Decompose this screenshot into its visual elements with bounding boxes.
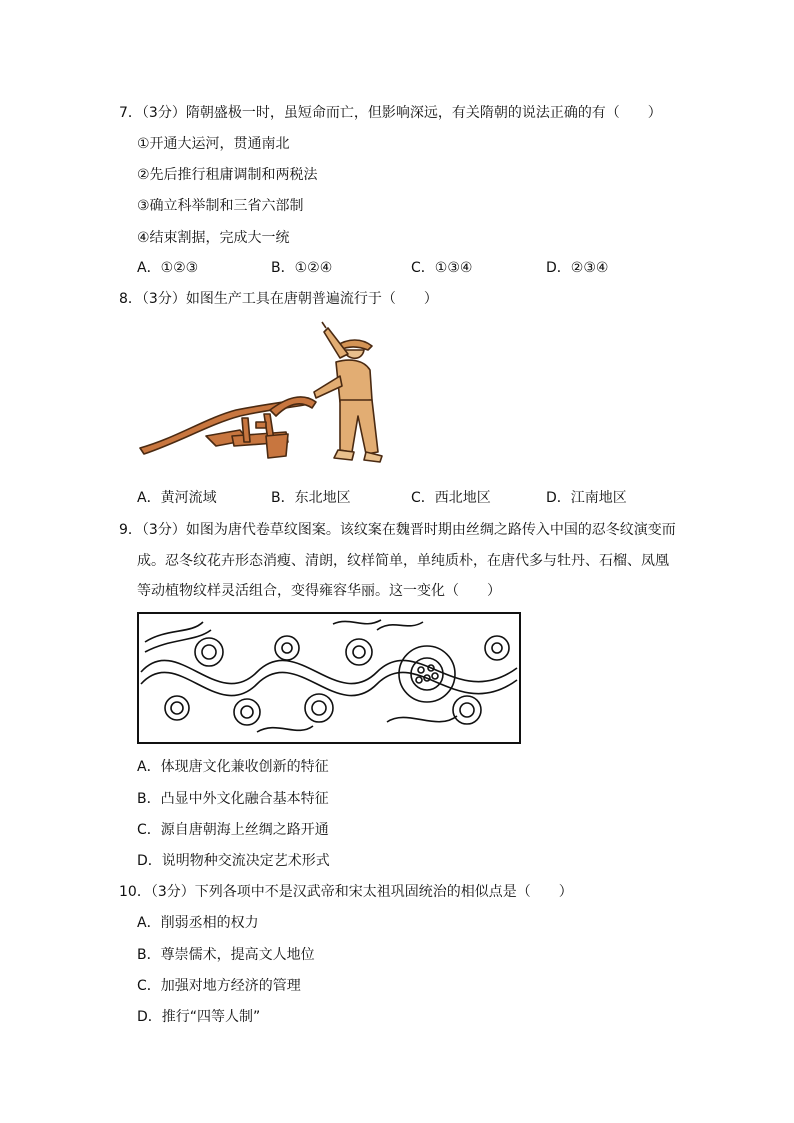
q7-item-2: ②先后推行租庸调制和两税法 <box>137 167 318 183</box>
q7-stem: 7．（3分）隋朝盛极一时，虽短命而亡，但影响深远，有关隋朝的说法正确的有（ ） <box>119 105 662 121</box>
q9-option-c[interactable]: C．源自唐朝海上丝绸之路开通 <box>137 822 329 838</box>
q7-option-d[interactable]: D．②③④ <box>546 260 609 276</box>
plough-illustration <box>136 318 396 474</box>
q10-option-c[interactable]: C．加强对地方经济的管理 <box>137 978 301 994</box>
q7-item-4: ④结束割据，完成大一统 <box>137 230 290 246</box>
q9-stem-line-2: 成。忍冬纹花卉形态消瘦、清朗，纹样简单，单纯质朴，在唐代多与牡丹、石榴、凤凰 <box>137 553 669 569</box>
q8-stem: 8．（3分）如图生产工具在唐朝普遍流行于（ ） <box>119 291 438 307</box>
q7-option-b[interactable]: B．①②④ <box>271 260 333 276</box>
q7-option-c[interactable]: C．①③④ <box>411 260 473 276</box>
q9-option-a[interactable]: A．体现唐文化兼收创新的特征 <box>137 759 329 775</box>
q9-option-d[interactable]: D．说明物种交流决定艺术形式 <box>137 853 330 869</box>
scroll-pattern-illustration <box>137 612 521 744</box>
q10-option-a[interactable]: A．削弱丞相的权力 <box>137 915 259 931</box>
q9-option-b[interactable]: B．凸显中外文化融合基本特征 <box>137 791 329 807</box>
q7-option-a[interactable]: A．①②③ <box>137 260 199 276</box>
q9-stem-line-1: 9．（3分）如图为唐代卷草纹图案。该纹案在魏晋时期由丝绸之路传入中国的忍冬纹演变而 <box>119 522 676 538</box>
q10-stem: 10．（3分）下列各项中不是汉武帝和宋太祖巩固统治的相似点是（ ） <box>119 884 573 900</box>
q8-option-d[interactable]: D．江南地区 <box>546 490 627 506</box>
q8-option-c[interactable]: C．西北地区 <box>411 490 491 506</box>
q10-option-b[interactable]: B．尊崇儒术，提高文人地位 <box>137 947 315 963</box>
q8-option-b[interactable]: B．东北地区 <box>271 490 351 506</box>
q9-stem-line-3: 等动植物纹样灵活组合，变得雍容华丽。这一变化（ ） <box>137 583 501 599</box>
q7-item-1: ①开通大运河，贯通南北 <box>137 136 290 152</box>
q8-option-a[interactable]: A．黄河流域 <box>137 490 217 506</box>
q7-item-3: ③确立科举制和三省六部制 <box>137 198 304 214</box>
q10-option-d[interactable]: D．推行“四等人制” <box>137 1009 261 1025</box>
